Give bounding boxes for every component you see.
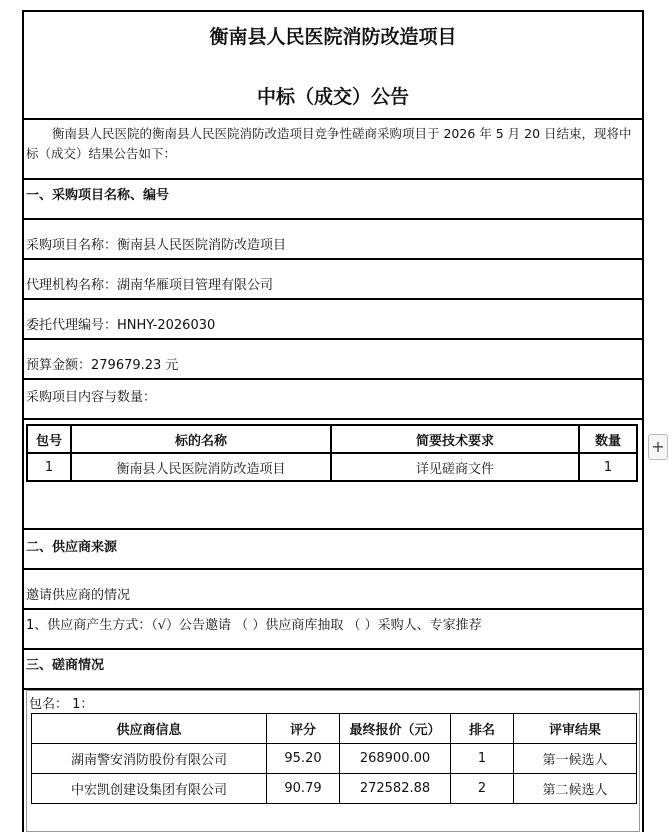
items-cell: 1	[579, 453, 637, 481]
title-block	[24, 12, 642, 120]
budget-amount: 预算金额：279679.23 元	[26, 358, 179, 373]
content-label: 采购项目内容与数量：	[26, 390, 157, 405]
items-cell: 1	[27, 453, 71, 481]
section2-heading-row	[24, 530, 642, 570]
results-header-score: 评分	[267, 714, 340, 744]
results-cell: 湖南警安消防股份有限公司	[32, 744, 267, 774]
budget-row	[24, 340, 642, 380]
results-cell: 90.79	[267, 774, 340, 804]
section2-heading: 二、供应商来源	[26, 540, 118, 555]
section1-heading-row	[24, 180, 642, 220]
results-cell: 1	[451, 744, 514, 774]
section3-heading: 三、磋商情况	[26, 658, 105, 673]
content-label-row	[24, 380, 642, 420]
section1-heading: 一、采购项目名称、编号	[26, 188, 170, 203]
document-subtitle: 中标（成交）公告	[256, 86, 409, 108]
code-row	[24, 300, 642, 340]
results-header-result: 评审结果	[514, 714, 637, 744]
intro-text: 衡南县人民医院的衡南县人民医院消防改造项目竞争性磋商采购项目于 2026 年 5 月 20 日结束，现将中标（成交）结果公告如下：	[26, 126, 632, 161]
results-cell: 272582.88	[340, 774, 451, 804]
items-table	[26, 424, 638, 482]
section3-heading-row	[24, 650, 642, 690]
document-title: 衡南县人民医院消防改造项目	[209, 26, 457, 48]
items-cell: 详见磋商文件	[331, 453, 579, 481]
table-row	[32, 744, 637, 774]
results-area	[26, 690, 640, 832]
table-row	[27, 453, 637, 481]
items-cell: 衡南县人民医院消防改造项目	[71, 453, 331, 481]
agency-code: 委托代理编号：HNHY-2026030	[26, 318, 216, 333]
table-row	[32, 774, 637, 804]
results-cell: 2	[451, 774, 514, 804]
supplier-method: 1、供应商产生方式：（√）公告邀请 （ ）供应商库抽取 （ ）采购人、专家推荐	[26, 618, 482, 633]
results-table	[31, 713, 637, 804]
invite-label: 邀请供应商的情况	[26, 588, 131, 603]
method-row	[24, 610, 642, 650]
invite-row	[24, 570, 642, 610]
items-header-tech: 简要技术要求	[331, 425, 579, 453]
project-name-row	[24, 220, 642, 260]
announcement-document	[22, 10, 644, 832]
project-name: 采购项目名称：衡南县人民医院消防改造项目	[26, 238, 287, 253]
results-cell: 中宏凯创建设集团有限公司	[32, 774, 267, 804]
results-cell: 95.20	[267, 744, 340, 774]
results-cell: 第一候选人	[514, 744, 637, 774]
results-header-supplier: 供应商信息	[32, 714, 267, 744]
items-header-package: 包号	[27, 425, 71, 453]
results-cell: 268900.00	[340, 744, 451, 774]
items-header-qty: 数量	[579, 425, 637, 453]
agency-row	[24, 260, 642, 300]
intro-row	[24, 120, 642, 180]
items-table-row	[24, 420, 642, 530]
results-header-price: 最终报价（元）	[340, 714, 451, 744]
results-cell: 第二候选人	[514, 774, 637, 804]
items-header-name: 标的名称	[71, 425, 331, 453]
agency-name: 代理机构名称：湖南华雁项目管理有限公司	[26, 278, 274, 293]
results-header-rank: 排名	[451, 714, 514, 744]
package-label: 包名： 1：	[29, 697, 94, 712]
add-button[interactable]: +	[648, 434, 668, 460]
